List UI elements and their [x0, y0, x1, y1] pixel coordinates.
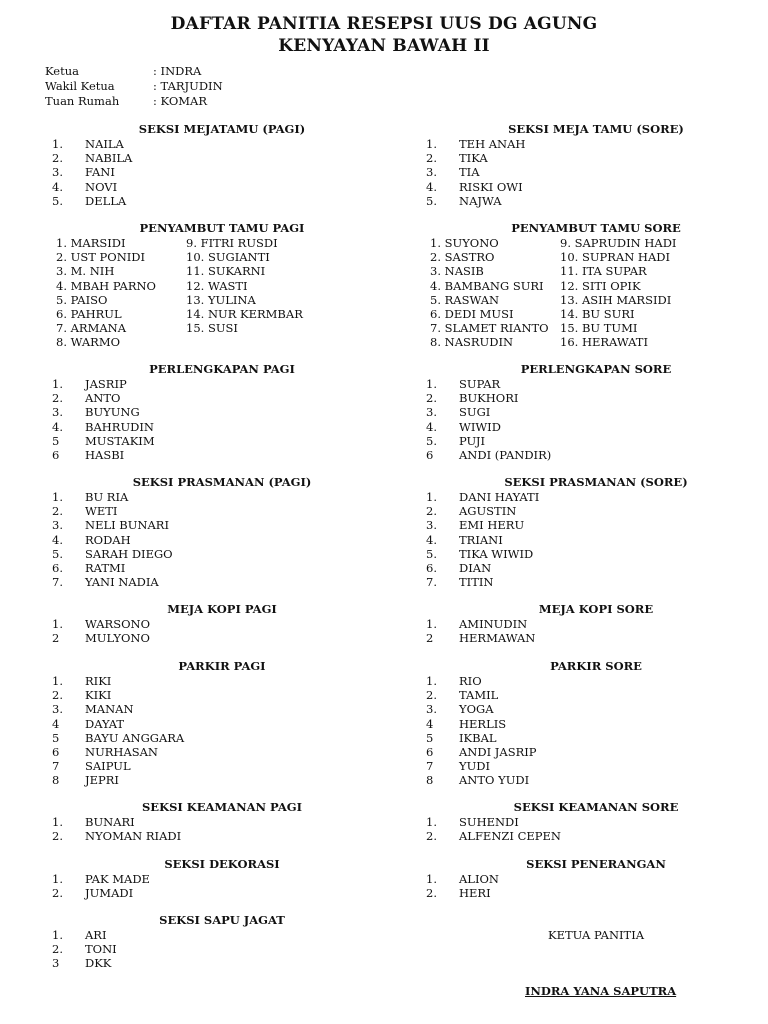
item-number: 6 — [52, 744, 60, 759]
section-keamanan-pagi — [52, 800, 392, 843]
item-name: RODAH — [85, 532, 131, 547]
item-number: 2. — [52, 391, 63, 406]
item-name: YOGA — [459, 702, 494, 717]
item-name: DELLA — [85, 193, 127, 208]
list-item — [52, 745, 392, 759]
name-column-2 — [186, 236, 303, 335]
item-number: 6 — [52, 447, 60, 462]
item-name: NABILA — [85, 151, 133, 166]
item-number: 4. — [426, 532, 437, 547]
item-name: ALION — [459, 872, 499, 886]
list-item — [426, 377, 766, 391]
item-number: 1. — [426, 137, 437, 151]
item-name: TRIANI — [459, 532, 503, 547]
item-number: 7. — [52, 575, 63, 590]
item-number: 7. — [426, 575, 437, 590]
item-number: 1. — [52, 490, 63, 504]
item-name: EMI HERU — [459, 518, 525, 533]
item-name: RISKI OWI — [459, 179, 523, 194]
item-name: NELI BUNARI — [85, 518, 170, 533]
list-item: 1. MARSIDI — [56, 236, 126, 250]
section-perlengkapan-sore — [426, 362, 766, 462]
list-item — [426, 547, 766, 561]
officer-role: Wakil Ketua — [45, 79, 115, 93]
list-item — [52, 518, 392, 532]
list-item — [426, 829, 766, 843]
item-number: 1. — [426, 674, 437, 688]
item-number: 4 — [426, 716, 434, 731]
name-column-2 — [560, 236, 676, 350]
item-name: WIWID — [459, 419, 501, 434]
item-name: BUYUNG — [85, 405, 140, 420]
list-item — [426, 617, 766, 631]
item-number: 2. — [426, 886, 437, 901]
item-number: 4 — [52, 716, 60, 731]
list-item — [52, 717, 392, 731]
list-item — [52, 547, 392, 561]
list-item — [52, 773, 392, 787]
item-name: RATMI — [85, 560, 126, 575]
item-name: HERMAWAN — [459, 631, 536, 646]
item-number: 2. — [426, 829, 437, 844]
item-number: 4. — [426, 179, 437, 194]
item-name: HERLIS — [459, 716, 507, 731]
item-number: 1. — [52, 377, 63, 391]
section-title: SEKSI PRASMANAN (SORE) — [504, 475, 688, 489]
item-name: BUKHORI — [459, 391, 519, 406]
list-item — [52, 631, 392, 645]
list-item: 4. MBAH PARNO — [56, 278, 156, 293]
officer-role: Tuan Rumah — [45, 94, 120, 108]
list-item — [426, 759, 766, 773]
item-number: 3. — [52, 518, 63, 533]
list-item — [52, 702, 392, 716]
document-title-line1: DAFTAR PANITIA RESEPSI UUS DG AGUNG — [170, 14, 598, 34]
item-number: 2. — [52, 151, 63, 166]
section-title: MEJA KOPI SORE — [538, 602, 654, 616]
section-prasmanan-sore — [426, 475, 766, 589]
item-number: 1. — [52, 928, 63, 942]
item-name: DAYAT — [85, 716, 125, 731]
item-number: 2 — [52, 631, 60, 646]
item-number: 5 — [52, 433, 60, 448]
section-keamanan-sore — [426, 800, 766, 843]
list-item: 13. YULINA — [186, 292, 256, 307]
item-number: 1. — [52, 617, 63, 631]
list-item — [52, 391, 392, 405]
list-item — [426, 434, 766, 448]
item-name: SAIPUL — [85, 759, 131, 774]
item-name: DANI HAYATI — [459, 490, 540, 504]
section-title: SEKSI MEJATAMU (PAGI) — [138, 122, 306, 136]
list-item — [426, 533, 766, 547]
item-number: 5 — [426, 730, 434, 745]
item-number: 1. — [426, 490, 437, 504]
section-title: PARKIR PAGI — [178, 659, 266, 673]
list-item — [426, 631, 766, 645]
list-item — [52, 137, 392, 151]
list-item — [52, 575, 392, 589]
item-number: 5. — [426, 546, 437, 561]
item-name: TITIN — [459, 575, 494, 590]
item-name: ANDI JASRIP — [459, 744, 537, 759]
list-item — [52, 928, 392, 942]
item-name: TIKA WIWID — [459, 546, 534, 561]
item-name: TAMIL — [459, 688, 499, 703]
section-penyambut-pagi — [52, 221, 392, 350]
item-number: 3. — [426, 165, 437, 180]
list-item — [426, 561, 766, 575]
item-number: 2. — [52, 688, 63, 703]
name-column-1 — [430, 236, 549, 350]
officer-value: : KOMAR — [153, 94, 207, 108]
section-parkir-pagi — [52, 659, 392, 788]
section-kopi-pagi — [52, 602, 392, 645]
section-prasmanan-pagi — [52, 475, 392, 589]
list-item — [52, 617, 392, 631]
list-item — [426, 448, 766, 462]
list-item — [426, 151, 766, 165]
item-number: 7 — [52, 759, 60, 774]
item-name: MANAN — [85, 702, 134, 717]
list-item: 10. SUPRAN HADI — [560, 250, 671, 265]
list-item — [52, 759, 392, 773]
section-mejatamu-sore — [426, 122, 766, 208]
item-number: 2. — [52, 886, 63, 901]
item-number: 3. — [52, 405, 63, 420]
item-name: BAYU ANGGARA — [85, 730, 185, 745]
section-sapu-jagat — [52, 913, 392, 971]
item-name: YANI NADIA — [85, 575, 159, 590]
item-number: 7 — [426, 759, 434, 774]
item-number: 1. — [426, 815, 437, 829]
item-number: 3. — [426, 405, 437, 420]
list-item — [52, 886, 392, 900]
list-item: 7. ARMANA — [56, 321, 127, 336]
section-mejatamu-pagi — [52, 122, 392, 208]
item-number: 1. — [426, 872, 437, 886]
list-item: 5. PAISO — [56, 292, 108, 307]
item-number: 4. — [52, 179, 63, 194]
section-title: SEKSI PENERANGAN — [526, 857, 666, 871]
list-item: 11. ITA SUPAR — [560, 264, 647, 279]
section-title: SEKSI MEJA TAMU (SORE) — [508, 122, 684, 136]
item-name: MULYONO — [85, 631, 150, 646]
section-penerangan — [426, 857, 766, 900]
item-number: 5. — [52, 546, 63, 561]
item-name: DKK — [85, 956, 112, 971]
item-number: 6. — [426, 560, 437, 575]
item-number: 3. — [426, 702, 437, 717]
list-item — [426, 405, 766, 419]
item-name: BUNARI — [85, 815, 135, 829]
list-item: 11. SUKARNI — [186, 264, 266, 279]
list-item — [426, 872, 766, 886]
item-name: ANDI (PANDIR) — [459, 447, 552, 462]
list-item — [52, 504, 392, 518]
item-name: ANTO — [85, 391, 121, 406]
item-name: FANI — [85, 165, 115, 180]
list-item: 14. BU SURI — [560, 306, 635, 321]
list-item: 14. NUR KERMBAR — [186, 306, 303, 321]
item-number: 3 — [52, 956, 60, 971]
item-number: 2 — [426, 631, 434, 646]
list-item — [52, 561, 392, 575]
item-name: TIA — [459, 165, 480, 180]
list-item — [52, 731, 392, 745]
section-perlengkapan-pagi — [52, 362, 392, 462]
item-number: 2. — [52, 504, 63, 519]
item-number: 6. — [52, 560, 63, 575]
item-name: ANTO YUDI — [459, 773, 530, 788]
section-penyambut-sore — [426, 221, 766, 350]
list-item — [426, 137, 766, 151]
list-item — [426, 815, 766, 829]
section-title: SEKSI KEAMANAN PAGI — [142, 800, 302, 814]
section-title: PENYAMBUT TAMU SORE — [511, 221, 681, 235]
item-number: 4. — [426, 419, 437, 434]
item-number: 4. — [52, 532, 63, 547]
list-item — [52, 165, 392, 179]
item-number: 3. — [52, 702, 63, 717]
item-name: AGUSTIN — [459, 504, 517, 519]
list-item — [52, 194, 392, 208]
item-number: 8 — [426, 773, 434, 788]
item-name: TIKA — [459, 151, 488, 166]
item-number: 5. — [52, 193, 63, 208]
list-item — [52, 180, 392, 194]
document-title-line2: KENYAYAN BAWAH II — [278, 36, 490, 56]
section-title: PENYAMBUT TAMU PAGI — [139, 221, 305, 235]
list-item: 10. SUGIANTI — [186, 250, 270, 265]
item-name: WARSONO — [85, 617, 151, 631]
list-item — [52, 151, 392, 165]
list-item — [52, 688, 392, 702]
list-item: 15. BU TUMI — [560, 321, 638, 336]
list-item — [426, 702, 766, 716]
list-item: 12. WASTI — [186, 278, 248, 293]
item-number: 1. — [52, 815, 63, 829]
item-name: SUPAR — [459, 377, 501, 391]
item-name: AMINUDIN — [459, 617, 528, 631]
list-item: 4. BAMBANG SURI — [430, 278, 544, 293]
item-number: 5 — [52, 730, 60, 745]
section-kopi-sore — [426, 602, 766, 645]
name-grid — [52, 236, 392, 350]
list-item: 2. UST PONIDI — [56, 250, 146, 265]
signature-role: KETUA PANITIA — [548, 928, 645, 942]
list-item — [426, 194, 766, 208]
item-name: SUHENDI — [459, 815, 519, 829]
item-number: 1. — [52, 872, 63, 886]
item-name: NOVI — [85, 179, 118, 194]
list-item — [426, 504, 766, 518]
list-item — [426, 773, 766, 787]
item-name: NAJWA — [459, 193, 502, 208]
item-number: 3. — [426, 518, 437, 533]
list-item — [426, 180, 766, 194]
list-item: 1. SUYONO — [430, 236, 499, 250]
list-item: 15. SUSI — [186, 321, 238, 336]
item-name: NAILA — [85, 137, 124, 151]
list-item — [52, 448, 392, 462]
item-number: 4. — [52, 419, 63, 434]
list-item: 2. SASTRO — [430, 250, 495, 265]
list-item — [426, 717, 766, 731]
list-item — [426, 165, 766, 179]
item-number: 1. — [426, 377, 437, 391]
signature-name: INDRA YANA SAPUTRA — [525, 984, 677, 998]
list-item — [52, 956, 392, 970]
list-item — [426, 575, 766, 589]
list-item — [52, 872, 392, 886]
section-title: PERLENGKAPAN PAGI — [149, 362, 295, 376]
item-name: IKBAL — [459, 730, 497, 745]
list-item — [52, 405, 392, 419]
item-name: KIKI — [85, 688, 112, 703]
item-number: 2. — [426, 151, 437, 166]
list-item — [52, 420, 392, 434]
item-number: 2. — [426, 688, 437, 703]
list-item: 16. HERAWATI — [560, 335, 649, 350]
item-name: SARAH DIEGO — [85, 546, 173, 561]
item-name: TEH ANAH — [459, 137, 526, 151]
section-dekorasi — [52, 857, 392, 900]
item-number: 6 — [426, 744, 434, 759]
item-name: ALFENZI CEPEN — [459, 829, 561, 844]
item-name: DIAN — [459, 560, 492, 575]
list-item — [52, 829, 392, 843]
section-title: SEKSI KEAMANAN SORE — [513, 800, 679, 814]
section-title: SEKSI DEKORASI — [164, 857, 280, 871]
list-item: 3. M. NIH — [56, 264, 115, 279]
list-item: 5. RASWAN — [430, 292, 500, 307]
list-item: 6. PAHRUL — [56, 306, 122, 321]
item-name: NYOMAN RIADI — [85, 829, 182, 844]
item-name: BU RIA — [85, 490, 129, 504]
item-name: TONI — [85, 942, 117, 957]
list-item: 12. SITI OPIK — [560, 278, 641, 293]
item-name: YUDI — [459, 759, 491, 774]
item-number: 1. — [52, 137, 63, 151]
list-item — [426, 490, 766, 504]
list-item: 3. NASIB — [430, 264, 484, 279]
section-title: PARKIR SORE — [550, 659, 642, 673]
item-number: 8 — [52, 773, 60, 788]
list-item — [426, 674, 766, 688]
list-item — [426, 886, 766, 900]
item-name: SUGI — [459, 405, 491, 420]
section-title: SEKSI SAPU JAGAT — [159, 913, 285, 927]
name-column-1 — [56, 236, 156, 350]
item-name: JEPRI — [85, 773, 119, 788]
section-title: MEJA KOPI PAGI — [167, 602, 277, 616]
item-name: HERI — [459, 886, 491, 901]
item-number: 2. — [52, 942, 63, 957]
item-name: MUSTAKIM — [85, 433, 155, 448]
list-item: 9. SAPRUDIN HADI — [560, 236, 677, 250]
item-name: RIO — [459, 674, 482, 688]
officer-value: : TARJUDIN — [153, 79, 223, 93]
list-item — [52, 815, 392, 829]
item-name: JASRIP — [85, 377, 127, 391]
list-item — [426, 688, 766, 702]
officer-value: : INDRA — [153, 64, 202, 78]
list-item — [52, 434, 392, 448]
list-item: 7. SLAMET RIANTO — [430, 321, 549, 336]
list-item — [426, 745, 766, 759]
section-parkir-sore — [426, 659, 766, 788]
item-number: 1. — [426, 617, 437, 631]
section-title: PERLENGKAPAN SORE — [520, 362, 672, 376]
list-item — [52, 490, 392, 504]
item-name: HASBI — [85, 447, 125, 462]
item-name: RIKI — [85, 674, 112, 688]
list-item: 8. NASRUDIN — [430, 335, 514, 350]
item-name: BAHRUDIN — [85, 419, 154, 434]
list-item — [52, 674, 392, 688]
item-name: ARI — [85, 928, 107, 942]
list-item: 13. ASIH MARSIDI — [560, 292, 672, 307]
item-number: 6 — [426, 447, 434, 462]
list-item — [426, 731, 766, 745]
list-item — [52, 533, 392, 547]
item-number: 1. — [52, 674, 63, 688]
name-grid — [426, 236, 766, 350]
list-item — [52, 377, 392, 391]
item-number: 2. — [426, 391, 437, 406]
section-title: SEKSI PRASMANAN (PAGI) — [132, 475, 312, 489]
list-item: 9. FITRI RUSDI — [186, 236, 278, 250]
officer-role: Ketua — [45, 64, 79, 78]
item-number: 5. — [426, 193, 437, 208]
list-item — [426, 518, 766, 532]
list-item: 6. DEDI MUSI — [430, 306, 514, 321]
list-item — [426, 391, 766, 405]
item-number: 5. — [426, 433, 437, 448]
list-item — [52, 942, 392, 956]
item-name: JUMADI — [85, 886, 134, 901]
item-number: 2. — [426, 504, 437, 519]
list-item — [426, 420, 766, 434]
item-number: 3. — [52, 165, 63, 180]
item-name: WETI — [85, 504, 118, 519]
item-number: 2. — [52, 829, 63, 844]
item-name: NURHASAN — [85, 744, 158, 759]
item-name: PAK MADE — [85, 872, 150, 886]
list-item: 8. WARMO — [56, 335, 121, 350]
item-name: PUJI — [459, 433, 486, 448]
